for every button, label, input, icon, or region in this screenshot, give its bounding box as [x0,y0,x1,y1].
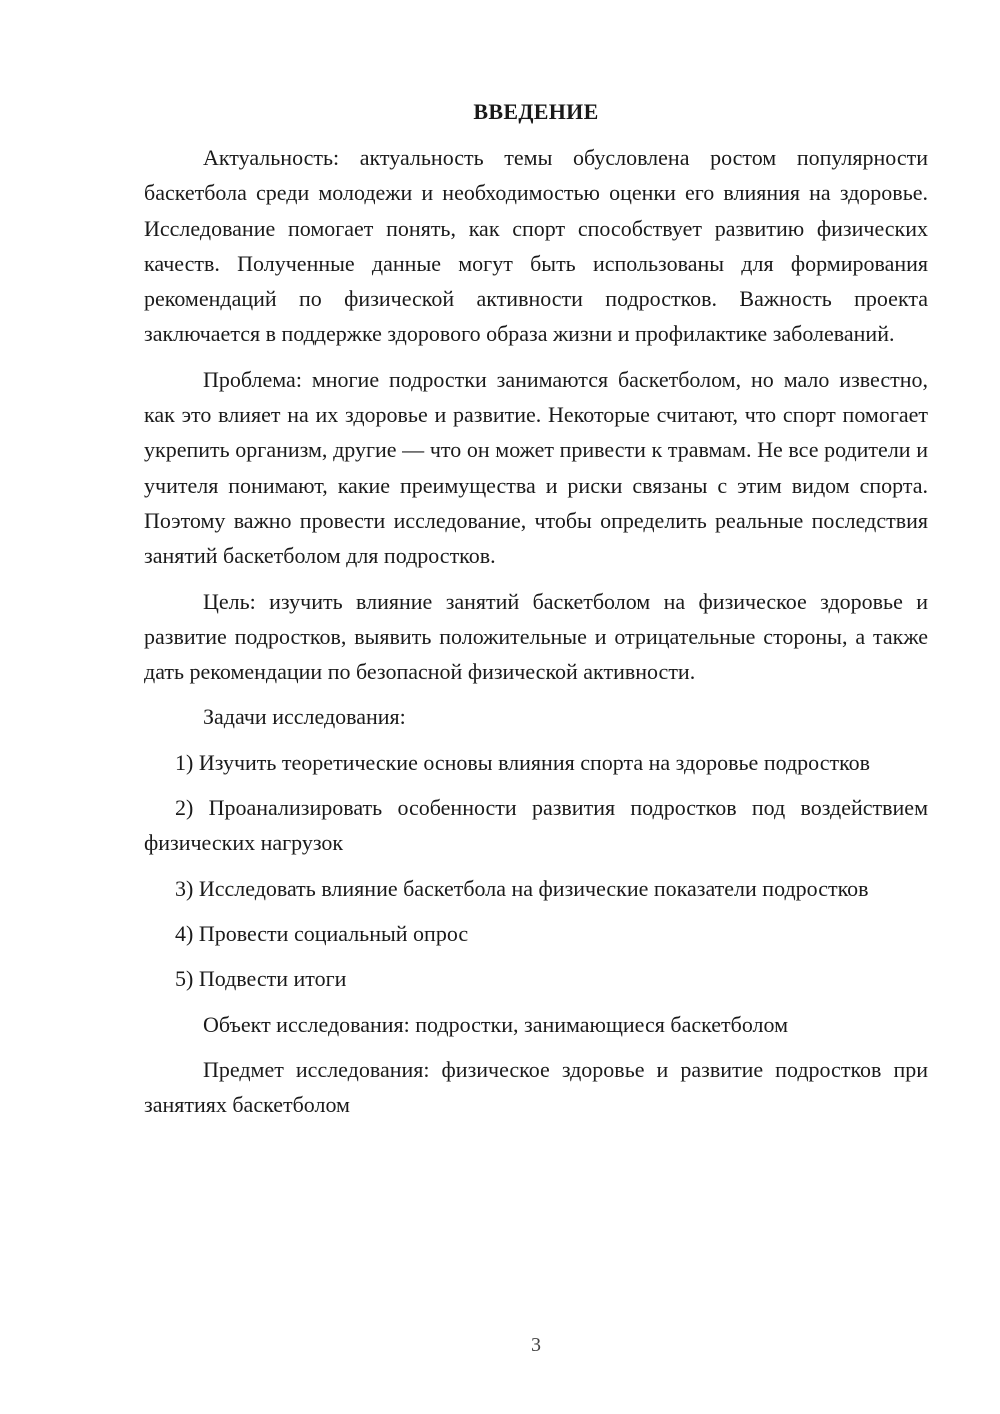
tasks-heading: Задачи исследования: [203,704,406,730]
object-paragraph: Объект исследования: подростки, занимающиеся баскетболом [203,1011,789,1037]
page-number: 3 [531,1334,541,1356]
task-item-4: 4) Провести социальный опрос [175,920,469,946]
task-item-1: 1) Изучить теоретические основы влияния спорта на здоровье подростков [175,749,871,775]
task-item-5: 5) Подвести итоги [175,966,347,992]
task-item-3: 3) Исследовать влияние баскетбола на физические показатели подростков [175,875,869,901]
relevance-paragraph: Актуальность: актуальность темы обусловлена ростом популярности баскетбола среди молодежи и необходимостью оценки его влияния на здоровье. Исследование помогает понять, как спорт способствует развитию физических качеств. Полученные данные могут быть использованы для формирования рекомендаций по физической активности подростков. Важность проекта заключается в поддержке здорового образа жизни и профилактике заболеваний. [144,145,928,347]
page-title: ВВЕДЕНИЕ [473,99,599,124]
task-item-2: 2) Проанализировать особенности развития подростков под воздействием физических нагрузок [144,795,928,856]
document-page [144,96,928,1122]
problem-paragraph: Проблема: многие подростки занимаются баскетболом, но мало известно, как это влияет на их здоровье и развитие. Некоторые считают, что спорт помогает укрепить организм, другие — что он может привести к травмам. Не все родители и учителя понимают, какие преимущества и риски связаны с этим видом спорта. Поэтому важно провести исследование, чтобы определить реальные последствия занятий баскетболом для подростков. [144,366,928,569]
subject-paragraph: Предмет исследования: физическое здоровье и развитие подростков при занятиях баскетболом [144,1056,928,1118]
goal-paragraph: Цель: изучить влияние занятий баскетболом на физическое здоровье и развитие подростков, выявить положительные и отрицательные стороны, а также дать рекомендации по безопасной физической активности. [144,588,928,685]
